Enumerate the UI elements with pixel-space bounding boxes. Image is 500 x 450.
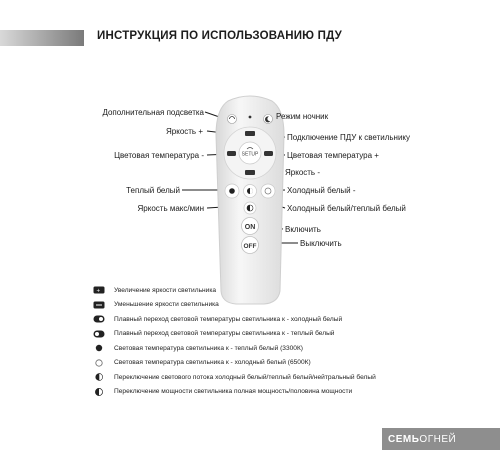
callout-connect-remote: Подключение ПДУ к светильнику <box>287 133 411 142</box>
legend-text: Световая температура светильника к - теплый белый (3300К) <box>114 344 304 352</box>
on-button <box>242 218 259 235</box>
callout-color-temp-minus: Цветовая температура - <box>114 151 204 160</box>
off-label: OFF <box>243 243 257 250</box>
brightness-max-min-button <box>244 202 256 214</box>
night-mode-button <box>264 115 273 124</box>
setup-label: SETUP <box>241 151 259 158</box>
legend-item <box>93 356 376 371</box>
temp-warm-icon <box>93 329 105 338</box>
brightness-down-icon <box>93 300 105 309</box>
legend-text: Плавный переход световой температуры светильника к - холодный белый <box>114 315 343 323</box>
warm-white-button <box>225 184 239 198</box>
legend-text: Световая температура светильника к - холодный белый (6500К) <box>114 359 311 367</box>
off-button <box>242 237 259 254</box>
power-half-icon <box>93 387 105 396</box>
callout-extra-light: Дополнительная подсветка <box>102 108 204 117</box>
brand-logo <box>382 428 500 450</box>
legend-item <box>93 298 376 313</box>
callout-turn-on: Включить <box>285 225 321 234</box>
extra-light-button <box>228 115 237 124</box>
legend-item <box>93 370 376 385</box>
legend-item <box>93 385 376 400</box>
legend-text: Уменьшение яркости светильника <box>114 301 219 309</box>
temp-cold-icon <box>264 151 273 156</box>
callout-cold-warm-white: Холодный белый/теплый белый <box>287 204 406 213</box>
legend <box>93 283 376 399</box>
callout-turn-off: Выключить <box>300 239 342 248</box>
warm-white-dot-icon <box>93 344 105 353</box>
svg-text:+: + <box>96 288 101 295</box>
brand-light: ОГНЕЙ <box>419 433 457 445</box>
temp-cold-icon <box>93 315 105 324</box>
brand-bold: СЕМЬ <box>388 433 420 445</box>
legend-text: Переключение мощности светильника полная мощность/половина мощности <box>114 388 353 396</box>
cold-white-button <box>261 184 275 198</box>
temp-warm-icon <box>227 151 236 156</box>
legend-item <box>93 283 376 298</box>
brightness-up-icon <box>93 286 105 295</box>
legend-item <box>93 341 376 356</box>
indicator-led <box>249 116 252 119</box>
callout-brightness-plus: Яркость + <box>166 127 203 136</box>
legend-text: Переключение светового потока холодный белый/теплый белый/нейтральный белый <box>114 373 376 381</box>
legend-text: Плавный переход световой температуры светильника к - теплый белый <box>114 330 335 338</box>
page-title: ИНСТРУКЦИЯ ПО ИСПОЛЬЗОВАНИЮ ПДУ <box>97 30 342 42</box>
on-label: ON <box>244 224 256 231</box>
legend-item <box>93 327 376 342</box>
brightness-up-icon <box>245 131 255 136</box>
legend-text: Увеличение яркости светильника <box>114 286 217 294</box>
legend-item <box>93 312 376 327</box>
mode-switch-button <box>244 185 257 198</box>
cold-white-dot-icon <box>93 358 105 367</box>
callout-cold-white-minus: Холодный белый - <box>287 186 356 195</box>
callout-brightness-max-min: Яркость макс/мин <box>137 204 204 213</box>
callout-night-mode: Режим ночник <box>276 112 329 121</box>
callout-warm-white: Теплый белый <box>126 186 180 195</box>
remote-control <box>214 95 286 305</box>
brightness-down-icon <box>245 170 255 175</box>
mode-switch-icon <box>93 373 105 382</box>
callout-color-temp-plus: Цветовая температура + <box>287 151 379 160</box>
callout-brightness-minus: Яркость - <box>285 168 320 177</box>
